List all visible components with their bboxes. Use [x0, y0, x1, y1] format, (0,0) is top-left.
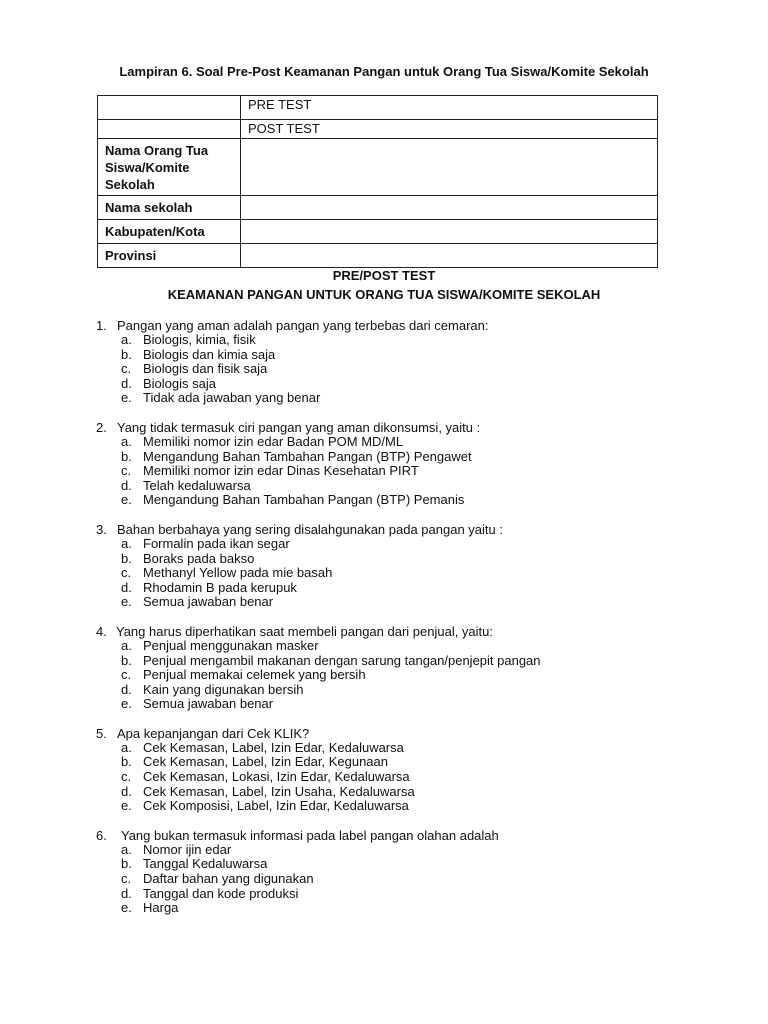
- question-line: [96, 828, 696, 843]
- option-letter: e.: [121, 900, 132, 916]
- question-text: Pangan yang aman adalah pangan yang terbebas dari cemaran:: [117, 318, 489, 333]
- post-test-label: POST TEST: [241, 120, 658, 139]
- option-letter: b.: [121, 754, 132, 770]
- answer-option[interactable]: [96, 595, 696, 610]
- form-field-parent-name[interactable]: [241, 139, 658, 196]
- question-text: Yang bukan termasuk informasi pada label pangan olahan adalah: [121, 827, 499, 843]
- option-letter: c.: [121, 871, 132, 887]
- question-text: Yang harus diperhatikan saat membeli pangan dari penjual, yaitu:: [116, 623, 493, 639]
- option-text: Boraks pada bakso: [143, 550, 255, 566]
- option-letter: e.: [121, 390, 132, 406]
- answer-option[interactable]: [96, 362, 696, 377]
- option-text: Kain yang digunakan bersih: [143, 681, 304, 697]
- form-row-school-name: [98, 196, 658, 220]
- option-text: Daftar bahan yang digunakan: [143, 871, 314, 887]
- answer-option[interactable]: [96, 887, 696, 902]
- question-number: 3.: [96, 521, 107, 537]
- question-number: 4.: [96, 623, 107, 639]
- answer-option[interactable]: [96, 479, 696, 494]
- option-letter: b.: [121, 346, 132, 362]
- test-title: PRE/POST TEST: [332, 268, 436, 283]
- option-letter: e.: [121, 798, 132, 814]
- option-text: Biologis dan fisik saja: [143, 361, 268, 377]
- option-text: Semua jawaban benar: [143, 594, 274, 610]
- option-letter: a.: [121, 535, 132, 551]
- option-text: Cek Kemasan, Lokasi, Izin Edar, Kedaluwarsa: [143, 769, 410, 785]
- answer-option[interactable]: [96, 581, 696, 596]
- option-text: Tanggal Kedaluwarsa: [143, 856, 268, 872]
- option-letter: e.: [121, 594, 132, 610]
- question-line: [96, 624, 696, 639]
- option-text: Mengandung Bahan Tambahan Pangan (BTP) Pengawet: [143, 448, 472, 464]
- form-field-regency[interactable]: [241, 220, 658, 244]
- option-letter: d.: [121, 681, 132, 697]
- form-label-regency: Kabupaten/Kota: [98, 220, 241, 244]
- option-text: Methanyl Yellow pada mie basah: [143, 565, 333, 581]
- option-letter: c.: [121, 361, 132, 377]
- answer-option[interactable]: [96, 377, 696, 392]
- answer-option[interactable]: [96, 391, 696, 406]
- question-text: Apa kepanjangan dari Cek KLIK?: [117, 725, 310, 741]
- question-item: [96, 624, 696, 712]
- question-list: [96, 318, 696, 930]
- question-item: [96, 420, 696, 508]
- question-number: 5.: [96, 725, 107, 741]
- option-text: Nomor ijin edar: [143, 841, 232, 857]
- option-letter: b.: [121, 448, 132, 464]
- pre-test-empty-cell: [98, 96, 241, 120]
- question-line: [96, 318, 696, 333]
- option-text: Penjual menggunakan masker: [143, 637, 319, 653]
- option-text: Memiliki nomor izin edar Badan POM MD/ML: [143, 433, 404, 449]
- answer-option[interactable]: [96, 450, 696, 465]
- option-text: Cek Kemasan, Label, Izin Edar, Kegunaan: [143, 754, 388, 770]
- answer-option[interactable]: [96, 683, 696, 698]
- option-text: Tidak ada jawaban yang benar: [143, 390, 321, 406]
- question-text: Yang tidak termasuk ciri pangan yang aman dikonsumsi, yaitu :: [117, 419, 481, 435]
- answer-option[interactable]: [96, 552, 696, 567]
- option-letter: d.: [121, 375, 132, 391]
- option-text: Biologis saja: [143, 375, 216, 391]
- test-subtitle: KEAMANAN PANGAN UNTUK ORANG TUA SISWA/KOMITE SEKOLAH: [167, 287, 601, 302]
- post-test-row: [98, 120, 658, 139]
- post-test-empty-cell: [98, 120, 241, 139]
- answer-option[interactable]: [96, 493, 696, 508]
- option-letter: d.: [121, 885, 132, 901]
- identity-form-table: [97, 95, 658, 268]
- form-field-school-name[interactable]: [241, 196, 658, 220]
- form-row-province: [98, 244, 658, 268]
- answer-option[interactable]: [96, 639, 696, 654]
- option-letter: e.: [121, 492, 132, 508]
- question-item: [96, 522, 696, 610]
- answer-option[interactable]: [96, 435, 696, 450]
- option-letter: a.: [121, 739, 132, 755]
- question-item: [96, 726, 696, 814]
- option-text: Cek Kemasan, Label, Izin Edar, Kedaluwarsa: [143, 739, 404, 755]
- option-letter: c.: [121, 667, 132, 683]
- option-text: Cek Komposisi, Label, Izin Edar, Kedaluwarsa: [143, 798, 409, 814]
- option-letter: c.: [121, 769, 132, 785]
- form-row-parent-name: [98, 139, 658, 196]
- answer-option[interactable]: [96, 755, 696, 770]
- option-letter: b.: [121, 856, 132, 872]
- answer-option[interactable]: [96, 566, 696, 581]
- option-text: Memiliki nomor izin edar Dinas Kesehatan PIRT: [143, 463, 419, 479]
- option-text: Tanggal dan kode produksi: [143, 885, 299, 901]
- pre-test-row: [98, 96, 658, 120]
- answer-option[interactable]: [96, 872, 696, 887]
- answer-option[interactable]: [96, 348, 696, 363]
- answer-option[interactable]: [96, 901, 696, 916]
- option-text: Rhodamin B pada kerupuk: [143, 579, 297, 595]
- option-text: Biologis dan kimia saja: [143, 346, 276, 362]
- option-text: Harga: [143, 900, 179, 916]
- question-number: 6.: [96, 827, 107, 843]
- option-letter: b.: [121, 652, 132, 668]
- option-letter: a.: [121, 332, 132, 347]
- question-line: [96, 726, 696, 741]
- document-title: Lampiran 6. Soal Pre-Post Keamanan Pangan untuk Orang Tua Siswa/Komite Sekolah: [119, 64, 649, 79]
- answer-option[interactable]: [96, 654, 696, 669]
- answer-option[interactable]: [96, 668, 696, 683]
- answer-option[interactable]: [96, 464, 696, 479]
- option-letter: e.: [121, 696, 132, 712]
- question-item: [96, 828, 696, 916]
- option-letter: b.: [121, 550, 132, 566]
- answer-option[interactable]: [96, 857, 696, 872]
- option-text: Semua jawaban benar: [143, 696, 274, 712]
- question-line: [96, 522, 696, 537]
- option-letter: d.: [121, 477, 132, 493]
- answer-option[interactable]: [96, 741, 696, 756]
- question-line: [96, 420, 696, 435]
- form-label-parent-name: Nama Orang Tua Siswa/Komite Sekolah: [98, 139, 241, 196]
- question-number: 1.: [96, 318, 107, 333]
- answer-option[interactable]: [96, 843, 696, 858]
- option-text: Formalin pada ikan segar: [143, 535, 290, 551]
- option-text: Cek Kemasan, Label, Izin Usaha, Kedaluwarsa: [143, 783, 415, 799]
- answer-option[interactable]: [96, 537, 696, 552]
- option-text: Mengandung Bahan Tambahan Pangan (BTP) Pemanis: [143, 492, 465, 508]
- option-letter: d.: [121, 579, 132, 595]
- answer-option[interactable]: [96, 785, 696, 800]
- option-letter: c.: [121, 463, 132, 479]
- pre-test-label: PRE TEST: [241, 96, 658, 120]
- answer-option[interactable]: [96, 333, 696, 348]
- answer-option[interactable]: [96, 697, 696, 712]
- answer-option[interactable]: [96, 770, 696, 785]
- question-item: [96, 318, 696, 406]
- option-letter: d.: [121, 783, 132, 799]
- form-label-province: Provinsi: [98, 244, 241, 268]
- option-letter: a.: [121, 637, 132, 653]
- option-text: Biologis, kimia, fisik: [143, 332, 256, 347]
- form-row-regency: [98, 220, 658, 244]
- option-text: Telah kedaluwarsa: [143, 477, 251, 493]
- question-text: Bahan berbahaya yang sering disalahgunakan pada pangan yaitu :: [117, 521, 503, 537]
- option-letter: c.: [121, 565, 132, 581]
- form-label-school-name: Nama sekolah: [98, 196, 241, 220]
- option-letter: a.: [121, 841, 132, 857]
- option-letter: a.: [121, 433, 132, 449]
- question-number: 2.: [96, 419, 107, 435]
- option-text: Penjual memakai celemek yang bersih: [143, 667, 366, 683]
- form-field-province[interactable]: [241, 244, 658, 268]
- answer-option[interactable]: [96, 799, 696, 814]
- option-text: Penjual mengambil makanan dengan sarung tangan/penjepit pangan: [143, 652, 541, 668]
